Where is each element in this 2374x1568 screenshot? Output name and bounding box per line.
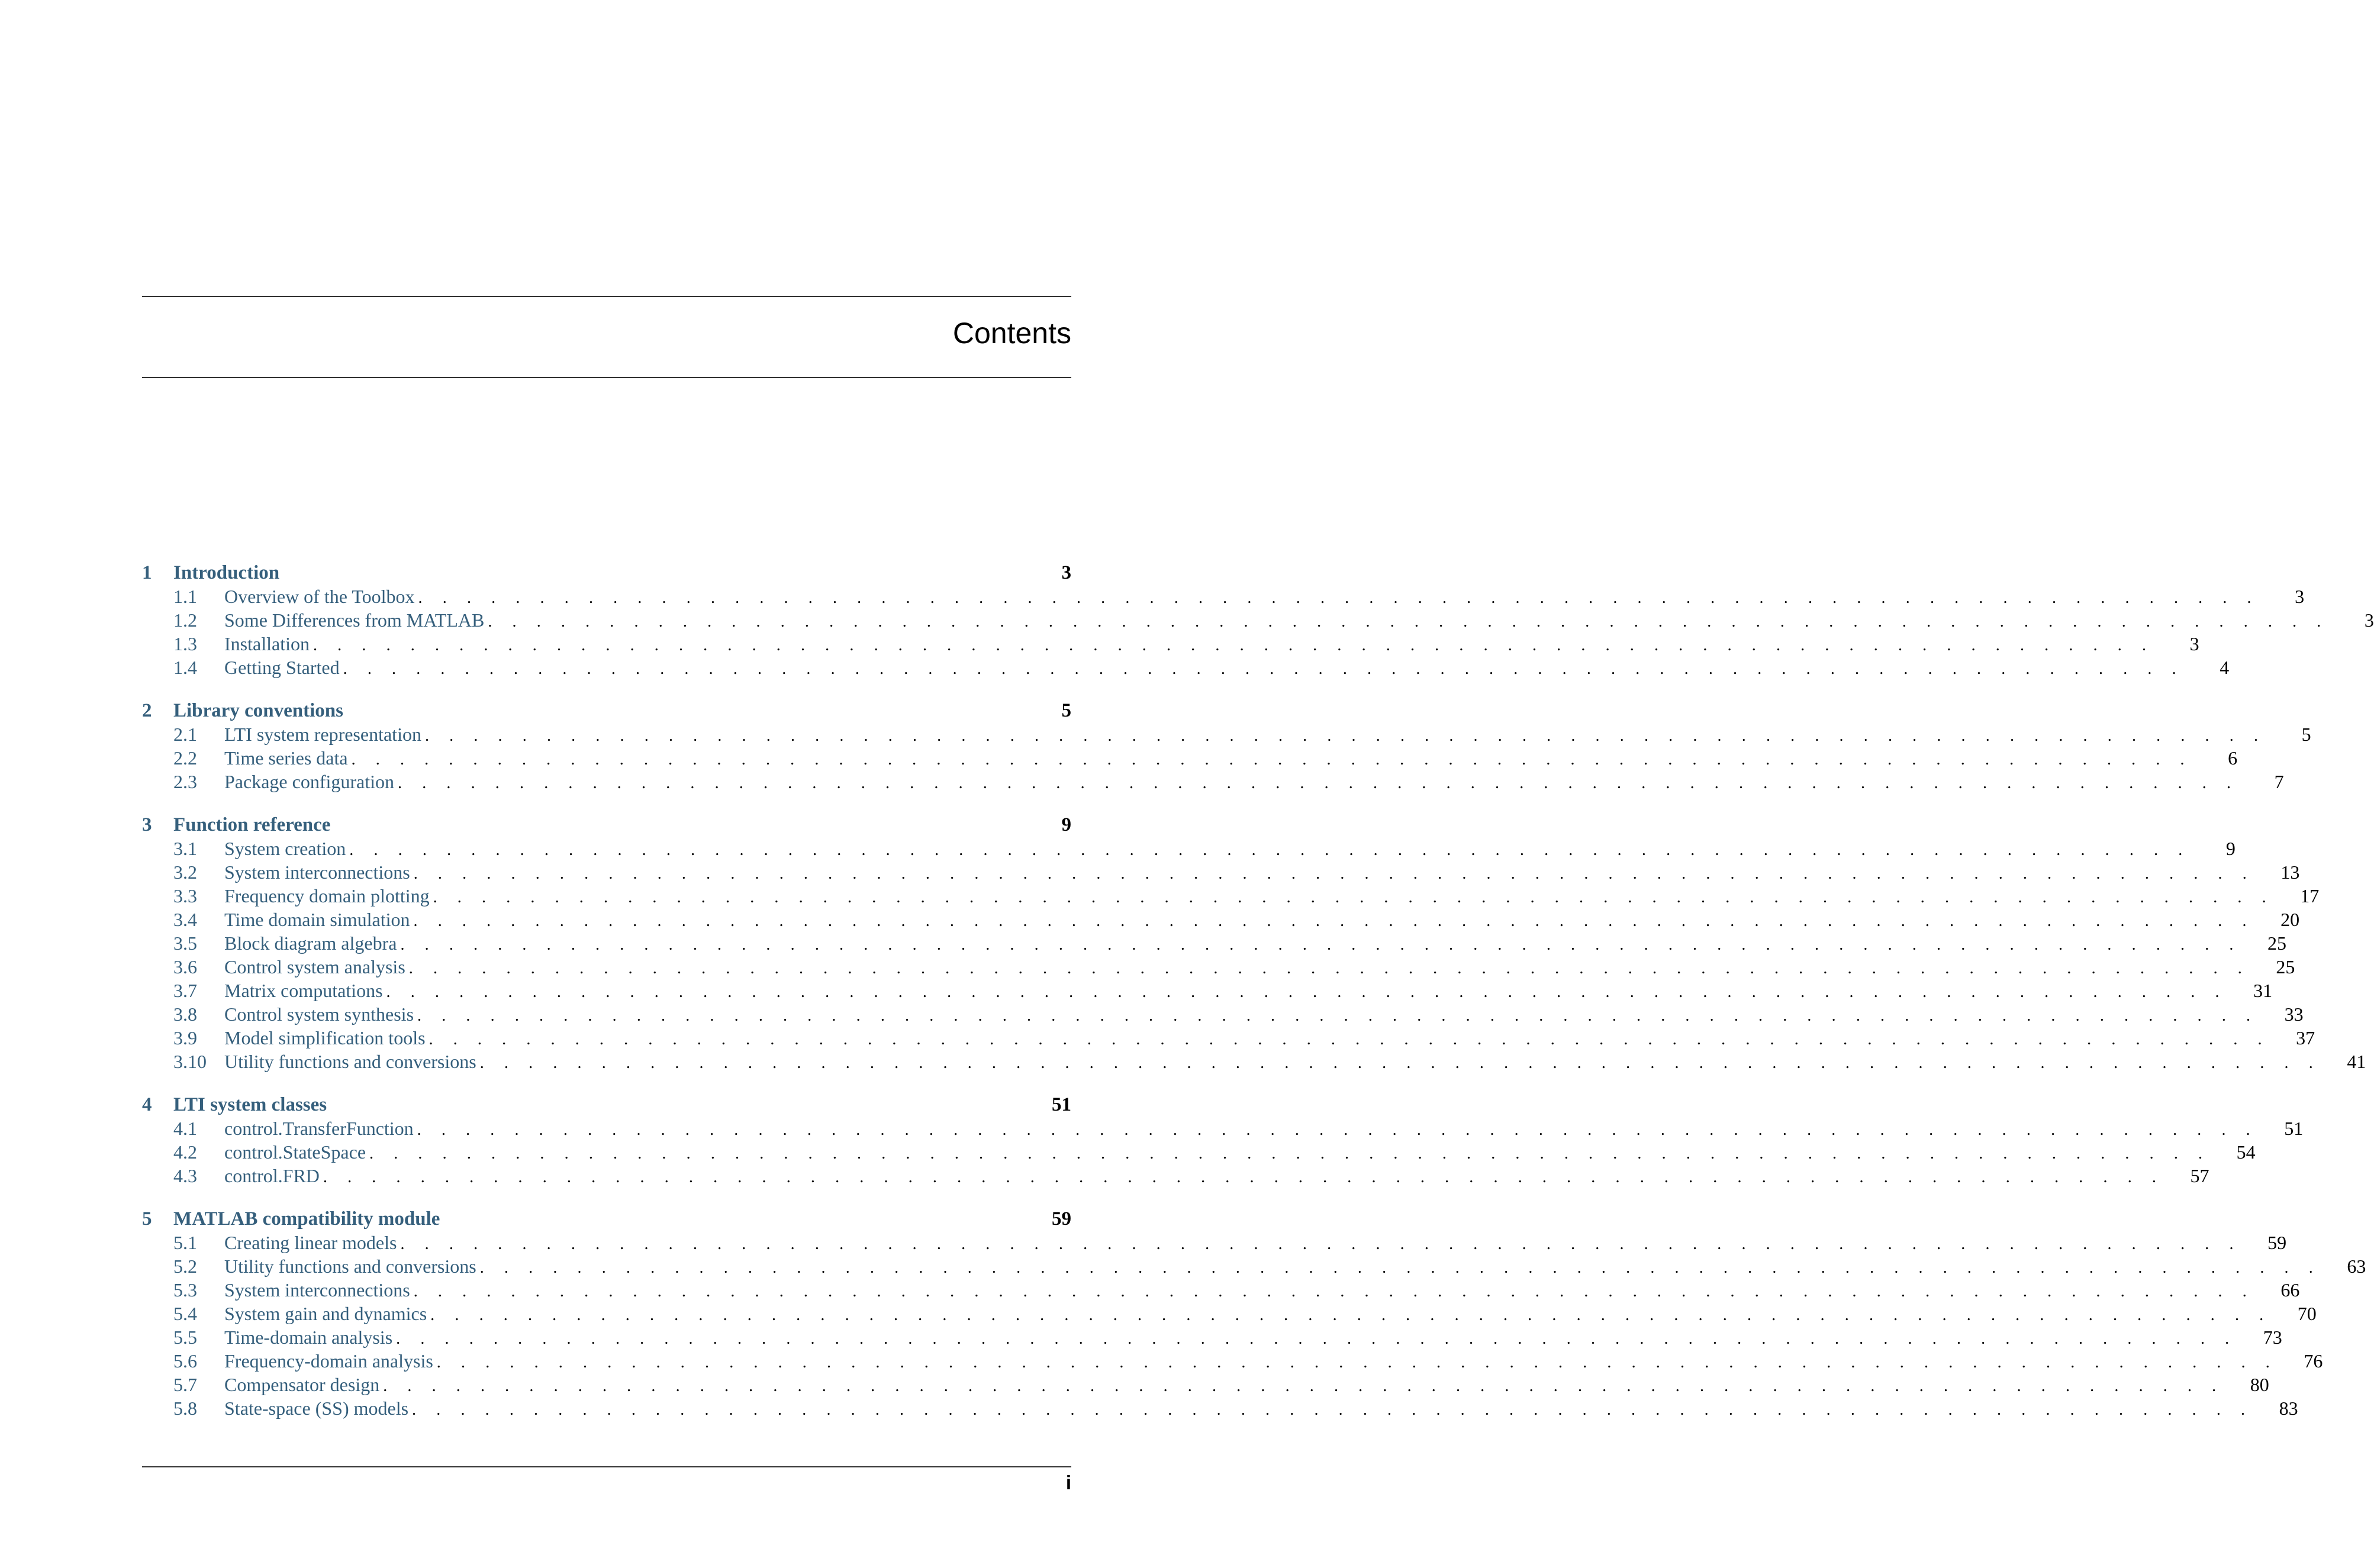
- section-page-number[interactable]: 7: [2274, 771, 2284, 792]
- chapter-number: 1: [142, 562, 152, 583]
- dot-leader: . . . . . . . . . . . . . . . . . . . . . . . . . . . . . . . . . . . . . . . . . . . . . . . . . . . . . . . . . . . . . . . . . . . . . . . . . . . .: [412, 1401, 2253, 1419]
- page-title: Contents: [952, 317, 1071, 350]
- toc-section-link[interactable]: [142, 931, 2287, 955]
- chapter-number: 5: [142, 1208, 152, 1230]
- section-page-number[interactable]: 5: [2301, 724, 2311, 745]
- section-number: 2.3: [173, 771, 197, 792]
- toc-section-link[interactable]: [142, 979, 2273, 1002]
- section-title[interactable]: Getting Started: [224, 657, 340, 678]
- section-number: 1.4: [173, 657, 197, 678]
- dot-leader: . . . . . . . . . . . . . . . . . . . . . . . . . . . . . . . . . . . . . . . . . . . . . . . . . . . . . . . . . . . . . . . . . . . . . . . . . . . .: [417, 1121, 2259, 1139]
- dot-leader: . . . . . . . . . . . . . . . . . . . . . . . . . . . . . . . . . . . . . . . . . . . . . . . . . . . . . . . . . . . . . . . . . . . . . . . . . . . .: [488, 612, 2329, 631]
- chapter-page-number[interactable]: 51: [1052, 1094, 1071, 1115]
- chapter-title[interactable]: Introduction: [173, 562, 280, 583]
- section-title[interactable]: Control system analysis: [224, 956, 405, 977]
- section-page-number[interactable]: 25: [2276, 956, 2295, 977]
- dot-leader: . . . . . . . . . . . . . . . . . . . . . . . . . . . . . . . . . . . . . . . . . . . . . . . . . . . . . . . . . . . . . . . . . . . . . . . . . . . .: [400, 1235, 2242, 1253]
- section-title[interactable]: Time-domain analysis: [224, 1327, 393, 1348]
- toc-section-link[interactable]: [142, 1002, 2304, 1026]
- chapter-title[interactable]: Function reference: [173, 814, 331, 835]
- section-title[interactable]: System gain and dynamics: [224, 1303, 427, 1324]
- section-page-number[interactable]: 57: [2190, 1165, 2209, 1186]
- section-number: 4.1: [173, 1118, 197, 1139]
- section-number: 3.2: [173, 862, 197, 883]
- section-title[interactable]: Time series data: [224, 747, 348, 769]
- section-title[interactable]: Creating linear models: [224, 1232, 397, 1253]
- toc-chapter-link[interactable]: [142, 561, 1071, 585]
- section-page-number[interactable]: 25: [2267, 933, 2287, 954]
- toc-section-link[interactable]: [142, 1302, 2317, 1325]
- toc-section-link[interactable]: [142, 746, 2238, 770]
- toc-chapter-link[interactable]: [142, 1093, 1071, 1117]
- dot-leader: . . . . . . . . . . . . . . . . . . . . . . . . . . . . . . . . . . . . . . . . . . . . . . . . . . . . . . . . . . . . . . . . . . . . . . . . . . . .: [369, 1144, 2211, 1163]
- section-title[interactable]: control.FRD: [224, 1165, 320, 1186]
- toc-section-link[interactable]: [142, 1349, 2323, 1373]
- section-page-number[interactable]: 20: [2280, 909, 2300, 930]
- section-number: 3.10: [173, 1051, 207, 1072]
- toc-section-link[interactable]: [142, 608, 2374, 632]
- section-number: 3.8: [173, 1004, 197, 1025]
- chapter-title[interactable]: Library conventions: [173, 700, 343, 721]
- section-number: 1.1: [173, 586, 197, 607]
- section-title[interactable]: State-space (SS) models: [224, 1398, 409, 1419]
- dot-leader: . . . . . . . . . . . . . . . . . . . . . . . . . . . . . . . . . . . . . . . . . . . . . . . . . . . . . . . . . . . . . . . . . . . . . . . . . . . .: [396, 1330, 2237, 1348]
- toc-section-link[interactable]: [142, 1164, 2209, 1188]
- toc-chapter: [142, 1093, 2304, 1188]
- section-title[interactable]: Frequency domain plotting: [224, 885, 430, 906]
- section-page-number[interactable]: 4: [2220, 657, 2230, 678]
- toc-chapter-link[interactable]: [142, 699, 1071, 722]
- section-number: 4.2: [173, 1141, 197, 1163]
- section-page-number[interactable]: 51: [2284, 1118, 2304, 1139]
- section-title[interactable]: Model simplification tools: [224, 1027, 426, 1048]
- toc-chapter-link[interactable]: [142, 813, 1071, 837]
- toc-section-link[interactable]: [142, 1050, 2366, 1073]
- dot-leader: . . . . . . . . . . . . . . . . . . . . . . . . . . . . . . . . . . . . . . . . . . . . . . . . . . . . . . . . . . . . . . . . . . . . . . . . . . . .: [417, 1006, 2259, 1025]
- section-title[interactable]: Overview of the Toolbox: [224, 586, 415, 607]
- section-title[interactable]: Installation: [224, 633, 310, 654]
- section-number: 1.2: [173, 609, 197, 631]
- toc-section-link[interactable]: [142, 884, 2320, 908]
- section-number: 5.1: [173, 1232, 197, 1253]
- dot-leader: . . . . . . . . . . . . . . . . . . . . . . . . . . . . . . . . . . . . . . . . . . . . . . . . . . . . . . . . . . . . . . . . . . . . . . . . . . . .: [386, 983, 2228, 1001]
- dot-leader: . . . . . . . . . . . . . . . . . . . . . . . . . . . . . . . . . . . . . . . . . . . . . . . . . . . . . . . . . . . . . . . . . . . . . . . . . . . .: [323, 1168, 2164, 1186]
- section-page-number[interactable]: 3: [2364, 609, 2374, 631]
- section-page-number[interactable]: 66: [2280, 1279, 2300, 1301]
- dot-leader: . . . . . . . . . . . . . . . . . . . . . . . . . . . . . . . . . . . . . . . . . . . . . . . . . . . . . . . . . . . . . . . . . . . . . . . . . . . .: [398, 774, 2239, 792]
- section-number: 1.3: [173, 633, 197, 654]
- section-number: 3.6: [173, 956, 197, 977]
- toc-section-link[interactable]: [142, 1117, 2304, 1140]
- section-number: 2.2: [173, 747, 197, 769]
- section-page-number[interactable]: 3: [2295, 586, 2305, 607]
- section-title[interactable]: control.TransferFunction: [224, 1118, 414, 1139]
- footer-rule: [142, 1466, 1071, 1467]
- section-number: 4.3: [173, 1165, 197, 1186]
- section-title[interactable]: System creation: [224, 838, 346, 859]
- chapter-number: 2: [142, 700, 152, 721]
- section-title[interactable]: Utility functions and conversions: [224, 1051, 476, 1072]
- section-page-number[interactable]: 54: [2236, 1141, 2256, 1163]
- dot-leader: . . . . . . . . . . . . . . . . . . . . . . . . . . . . . . . . . . . . . . . . . . . . . . . . . . . . . . . . . . . . . . . . . . . . . . . . . . . .: [424, 727, 2266, 745]
- chapter-number: 4: [142, 1094, 152, 1115]
- toc-section-link[interactable]: [142, 1140, 2256, 1164]
- chapter-page-number[interactable]: 3: [1061, 562, 1071, 583]
- section-number: 5.6: [173, 1350, 197, 1372]
- section-page-number[interactable]: 80: [2250, 1374, 2269, 1395]
- section-page-number[interactable]: 59: [2267, 1232, 2287, 1253]
- section-title[interactable]: Control system synthesis: [224, 1004, 414, 1025]
- section-title[interactable]: Time domain simulation: [224, 909, 410, 930]
- section-number: 5.3: [173, 1279, 197, 1301]
- section-page-number[interactable]: 6: [2228, 747, 2238, 769]
- toc-section-link[interactable]: [142, 1231, 2287, 1254]
- section-page-number[interactable]: 63: [2347, 1256, 2366, 1277]
- section-number: 5.2: [173, 1256, 197, 1277]
- dot-leader: . . . . . . . . . . . . . . . . . . . . . . . . . . . . . . . . . . . . . . . . . . . . . . . . . . . . . . . . . . . . . . . . . . . . . . . . . . . .: [400, 935, 2242, 954]
- section-page-number[interactable]: 17: [2300, 885, 2320, 906]
- dot-leader: . . . . . . . . . . . . . . . . . . . . . . . . . . . . . . . . . . . . . . . . . . . . . . . . . . . . . . . . . . . . . . . . . . . . . . . . . . . .: [313, 636, 2154, 654]
- toc-section-link[interactable]: [142, 1396, 2298, 1420]
- toc-chapter: [142, 561, 2374, 679]
- section-number: 3.1: [173, 838, 197, 859]
- section-page-number[interactable]: 37: [2296, 1027, 2315, 1048]
- chapter-title[interactable]: LTI system classes: [173, 1094, 327, 1115]
- section-title[interactable]: Package configuration: [224, 771, 394, 792]
- chapter-page-number[interactable]: 9: [1061, 814, 1071, 835]
- toc-section-link[interactable]: [142, 632, 2199, 656]
- toc-section-link[interactable]: [142, 955, 2295, 979]
- dot-leader: . . . . . . . . . . . . . . . . . . . . . . . . . . . . . . . . . . . . . . . . . . . . . . . . . . . . . . . . . . . . . . . . . . . . . . . . . . . .: [349, 841, 2191, 859]
- header-rule-bottom: [142, 377, 1071, 378]
- dot-leader: . . . . . . . . . . . . . . . . . . . . . . . . . . . . . . . . . . . . . . . . . . . . . . . . . . . . . . . . . . . . . . . . . . . . . . . . . . . .: [418, 589, 2260, 607]
- toc-section-link[interactable]: [142, 860, 2300, 884]
- section-title[interactable]: Block diagram algebra: [224, 933, 397, 954]
- dot-leader: . . . . . . . . . . . . . . . . . . . . . . . . . . . . . . . . . . . . . . . . . . . . . . . . . . . . . . . . . . . . . . . . . . . . . . . . . . . .: [479, 1259, 2321, 1277]
- section-title[interactable]: LTI system representation: [224, 724, 421, 745]
- chapter-page-number[interactable]: 5: [1061, 700, 1071, 721]
- section-title[interactable]: Matrix computations: [224, 980, 383, 1001]
- section-number: 3.5: [173, 933, 197, 954]
- section-page-number[interactable]: 13: [2280, 862, 2300, 883]
- section-page-number[interactable]: 9: [2225, 838, 2236, 859]
- dot-leader: . . . . . . . . . . . . . . . . . . . . . . . . . . . . . . . . . . . . . . . . . . . . . . . . . . . . . . . . . . . . . . . . . . . . . . . . . . . .: [408, 959, 2250, 977]
- dot-leader: . . . . . . . . . . . . . . . . . . . . . . . . . . . . . . . . . . . . . . . . . . . . . . . . . . . . . . . . . . . . . . . . . . . . . . . . . . . .: [351, 750, 2193, 769]
- section-number: 5.5: [173, 1327, 197, 1348]
- section-page-number[interactable]: 70: [2297, 1303, 2317, 1324]
- section-title[interactable]: Utility functions and conversions: [224, 1256, 476, 1277]
- section-title[interactable]: Compensator design: [224, 1374, 380, 1395]
- toc-section-link[interactable]: [142, 585, 2305, 608]
- toc-section-link[interactable]: [142, 1325, 2282, 1349]
- dot-leader: . . . . . . . . . . . . . . . . . . . . . . . . . . . . . . . . . . . . . . . . . . . . . . . . . . . . . . . . . . . . . . . . . . . . . . . . . . . .: [343, 660, 2185, 678]
- dot-leader: . . . . . . . . . . . . . . . . . . . . . . . . . . . . . . . . . . . . . . . . . . . . . . . . . . . . . . . . . . . . . . . . . . . . . . . . . . . .: [436, 1353, 2278, 1372]
- section-number: 3.4: [173, 909, 197, 930]
- toc-section-link[interactable]: [142, 722, 2311, 746]
- toc-section-link[interactable]: [142, 770, 2284, 793]
- toc-chapter: [142, 699, 2311, 793]
- section-title[interactable]: System interconnections: [224, 862, 410, 883]
- section-title[interactable]: control.StateSpace: [224, 1141, 366, 1163]
- toc-section-link[interactable]: [142, 908, 2300, 931]
- section-page-number[interactable]: 83: [2279, 1398, 2298, 1419]
- section-number: 3.7: [173, 980, 197, 1001]
- toc-section-link[interactable]: [142, 837, 2236, 860]
- section-page-number[interactable]: 33: [2284, 1004, 2304, 1025]
- table-of-contents: [142, 561, 2374, 1440]
- section-page-number[interactable]: 41: [2347, 1051, 2366, 1072]
- section-title[interactable]: System interconnections: [224, 1279, 410, 1301]
- toc-section-link[interactable]: [142, 1254, 2366, 1278]
- dot-leader: . . . . . . . . . . . . . . . . . . . . . . . . . . . . . . . . . . . . . . . . . . . . . . . . . . . . . . . . . . . . . . . . . . . . . . . . . . . .: [413, 1282, 2255, 1301]
- toc-chapter-link[interactable]: [142, 1207, 1071, 1231]
- dot-leader: . . . . . . . . . . . . . . . . . . . . . . . . . . . . . . . . . . . . . . . . . . . . . . . . . . . . . . . . . . . . . . . . . . . . . . . . . . . .: [479, 1054, 2321, 1072]
- chapter-title[interactable]: MATLAB compatibility module: [173, 1208, 440, 1230]
- section-number: 3.3: [173, 885, 197, 906]
- section-number: 5.8: [173, 1398, 197, 1419]
- dot-leader: . . . . . . . . . . . . . . . . . . . . . . . . . . . . . . . . . . . . . . . . . . . . . . . . . . . . . . . . . . . . . . . . . . . . . . . . . . . .: [430, 1306, 2272, 1324]
- section-number: 5.4: [173, 1303, 197, 1324]
- chapter-page-number[interactable]: 59: [1052, 1208, 1071, 1230]
- section-page-number[interactable]: 3: [2189, 633, 2199, 654]
- section-page-number[interactable]: 76: [2304, 1350, 2323, 1372]
- footer-page-number: i: [1065, 1472, 1071, 1493]
- section-page-number[interactable]: 73: [2263, 1327, 2282, 1348]
- section-number: 3.9: [173, 1027, 197, 1048]
- section-title[interactable]: Some Differences from MATLAB: [224, 609, 485, 631]
- section-title[interactable]: Frequency-domain analysis: [224, 1350, 433, 1372]
- toc-section-link[interactable]: [142, 1278, 2300, 1302]
- dot-leader: . . . . . . . . . . . . . . . . . . . . . . . . . . . . . . . . . . . . . . . . . . . . . . . . . . . . . . . . . . . . . . . . . . . . . . . . . . . .: [413, 912, 2255, 930]
- section-page-number[interactable]: 31: [2253, 980, 2273, 1001]
- toc-section-link[interactable]: [142, 1026, 2315, 1050]
- dot-leader: . . . . . . . . . . . . . . . . . . . . . . . . . . . . . . . . . . . . . . . . . . . . . . . . . . . . . . . . . . . . . . . . . . . . . . . . . . . .: [429, 1030, 2270, 1048]
- chapter-number: 3: [142, 814, 152, 835]
- dot-leader: . . . . . . . . . . . . . . . . . . . . . . . . . . . . . . . . . . . . . . . . . . . . . . . . . . . . . . . . . . . . . . . . . . . . . . . . . . . .: [413, 864, 2255, 883]
- toc-chapter: [142, 813, 2366, 1073]
- dot-leader: . . . . . . . . . . . . . . . . . . . . . . . . . . . . . . . . . . . . . . . . . . . . . . . . . . . . . . . . . . . . . . . . . . . . . . . . . . . .: [383, 1377, 2224, 1395]
- toc-chapter: [142, 1207, 2366, 1420]
- header-rule-top: [142, 296, 1071, 297]
- dot-leader: . . . . . . . . . . . . . . . . . . . . . . . . . . . . . . . . . . . . . . . . . . . . . . . . . . . . . . . . . . . . . . . . . . . . . . . . . . . .: [433, 888, 2275, 906]
- section-number: 2.1: [173, 724, 197, 745]
- section-number: 5.7: [173, 1374, 197, 1395]
- toc-section-link[interactable]: [142, 656, 2230, 679]
- toc-section-link[interactable]: [142, 1373, 2269, 1396]
